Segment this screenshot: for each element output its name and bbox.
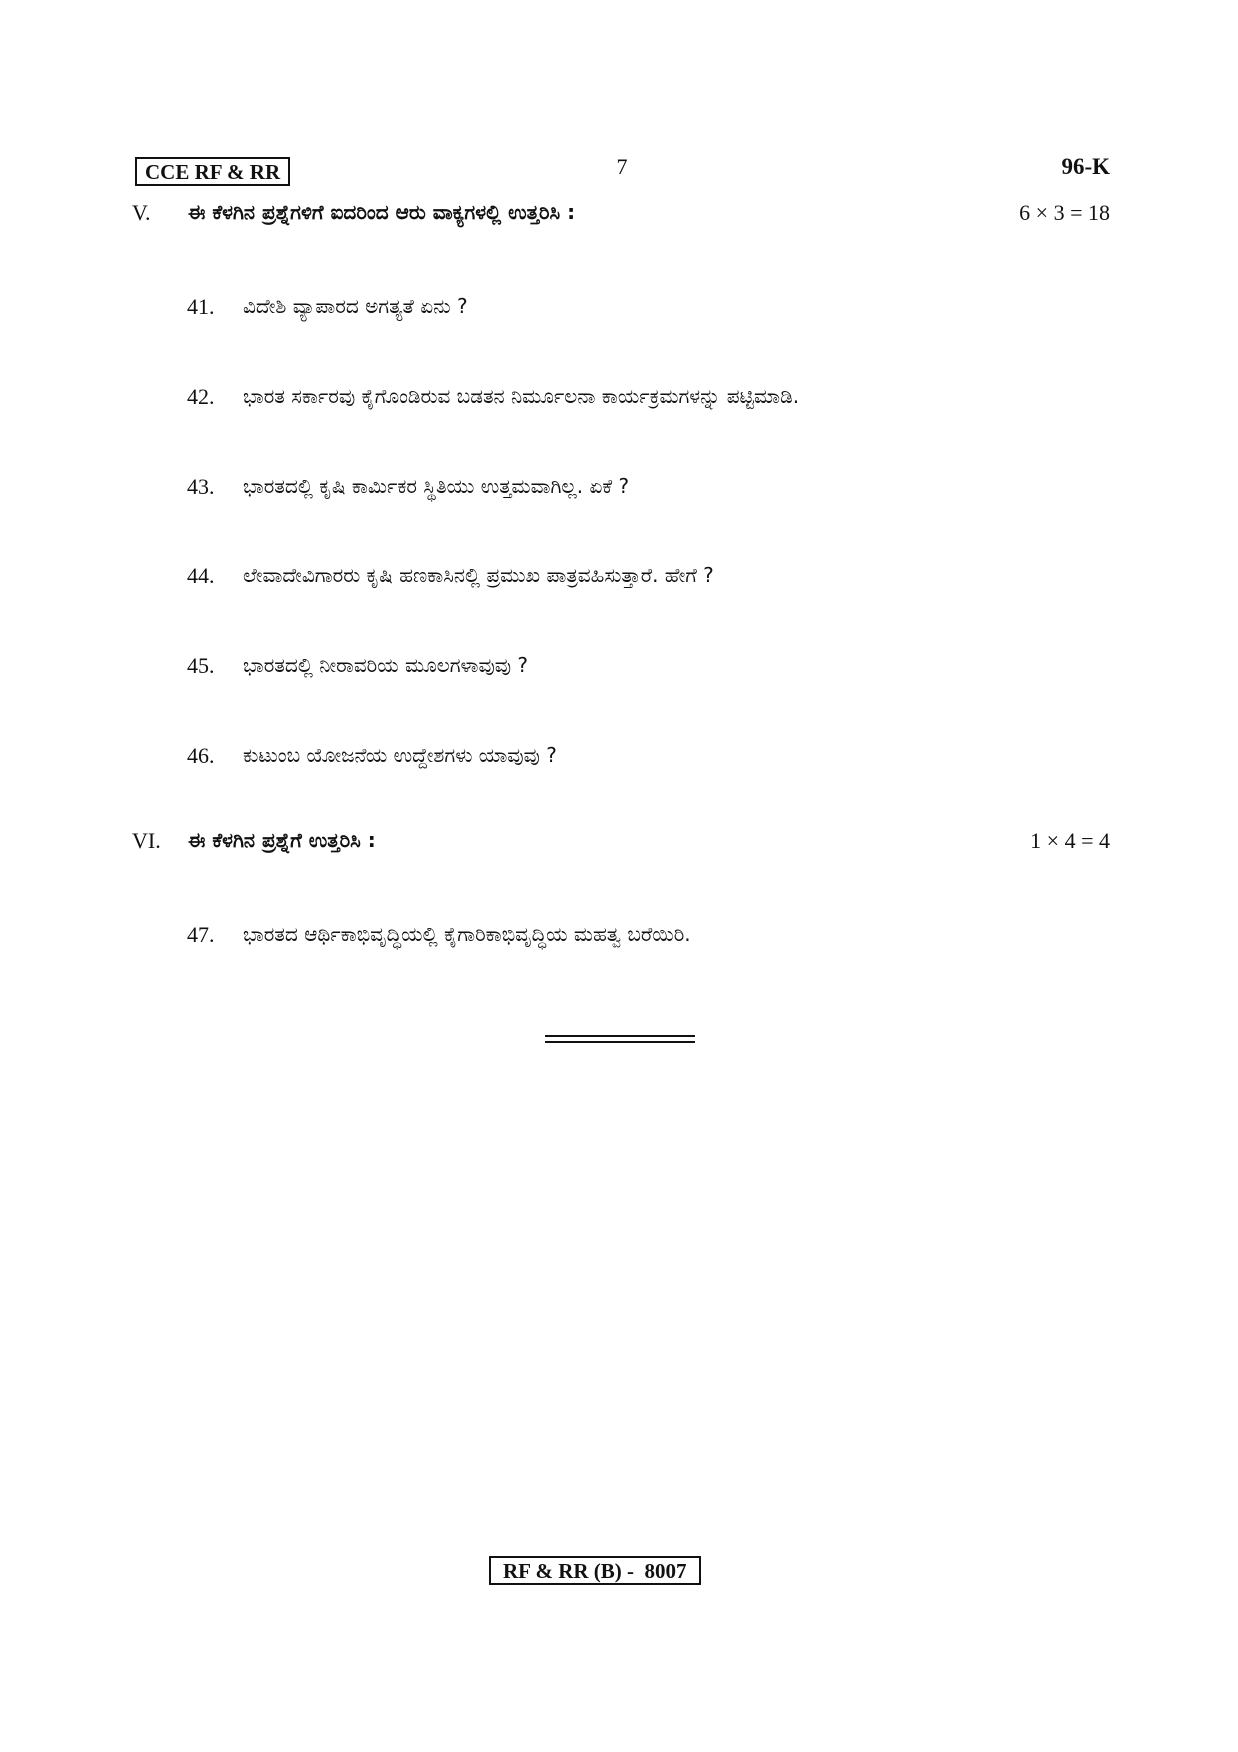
question-item — [187, 384, 1087, 418]
question-number: 45. — [187, 653, 215, 678]
question-number: 46. — [187, 743, 215, 768]
section-number: VI. — [132, 828, 161, 853]
footer-code-box: RF & RR (B) - 8007 — [489, 1556, 701, 1585]
question-number: 47. — [187, 922, 215, 947]
question-item — [187, 294, 1087, 328]
end-of-paper-double-rule — [545, 1035, 695, 1043]
section-marks: 6 × 3 = 18 — [1019, 200, 1110, 225]
page-number: 7 — [616, 154, 628, 179]
section-header-vi — [132, 828, 1110, 860]
question-text: ಲೇವಾದೇವಿಗಾರರು ಕೃಷಿ ಹಣಕಾಸಿನಲ್ಲಿ ಪ್ರಮುಖ ಪಾತ್ರವಹಿಸುತ್ತಾರೆ. ಹೇಗೆ ? — [243, 563, 714, 587]
question-item — [187, 743, 1087, 777]
question-text: ವಿದೇಶಿ ವ್ಯಾಪಾರದ ಅಗತ್ಯತೆ ಏನು ? — [243, 294, 468, 318]
section-instruction: ಈ ಕೆಳಗಿನ ಪ್ರಶ್ನೆಗಳಿಗೆ ಐದರಿಂದ ಆರು ವಾಕ್ಯಗಳಲ್ಲಿ ಉತ್ತರಿಸಿ : — [188, 200, 576, 224]
question-number: 42. — [187, 384, 215, 409]
question-text: ಭಾರತದಲ್ಲಿ ಕೃಷಿ ಕಾರ್ಮಿಕರ ಸ್ಥಿತಿಯು ಉತ್ತಮವಾಗಿಲ್ಲ. ಏಕೆ ? — [243, 474, 630, 498]
question-text: ಭಾರತದ ಆರ್ಥಿಕಾಭಿವೃದ್ಧಿಯಲ್ಲಿ ಕೈಗಾರಿಕಾಭಿವೃದ್ಧಿಯ ಮಹತ್ವ ಬರೆಯಿರಿ. — [243, 922, 691, 946]
section-instruction: ಈ ಕೆಳಗಿನ ಪ್ರಶ್ನೆಗೆ ಉತ್ತರಿಸಿ : — [188, 828, 376, 852]
question-text: ಭಾರತದಲ್ಲಿ ನೀರಾವರಿಯ ಮೂಲಗಳಾವುವು ? — [243, 653, 529, 677]
question-text: ಭಾರತ ಸರ್ಕಾರವು ಕೈಗೊಂಡಿರುವ ಬಡತನ ನಿರ್ಮೂಲನಾ ಕಾರ್ಯಕ್ರಮಗಳನ್ನು ಪಟ್ಟಿಮಾಡಿ. — [243, 384, 800, 408]
header-code-box: CCE RF & RR — [135, 157, 290, 186]
section-marks: 1 × 4 = 4 — [1030, 828, 1110, 853]
question-number: 44. — [187, 563, 215, 588]
section-number: V. — [132, 200, 151, 225]
question-item — [187, 653, 1087, 687]
question-number: 41. — [187, 294, 215, 319]
question-number: 43. — [187, 474, 215, 499]
question-item — [187, 922, 1087, 956]
section-header-v — [132, 200, 1110, 232]
question-text: ಕುಟುಂಬ ಯೋಜನೆಯ ಉದ್ದೇಶಗಳು ಯಾವುವು ? — [243, 743, 557, 767]
paper-code: 96-K — [1061, 154, 1110, 179]
question-item — [187, 563, 1087, 597]
question-item — [187, 474, 1087, 508]
